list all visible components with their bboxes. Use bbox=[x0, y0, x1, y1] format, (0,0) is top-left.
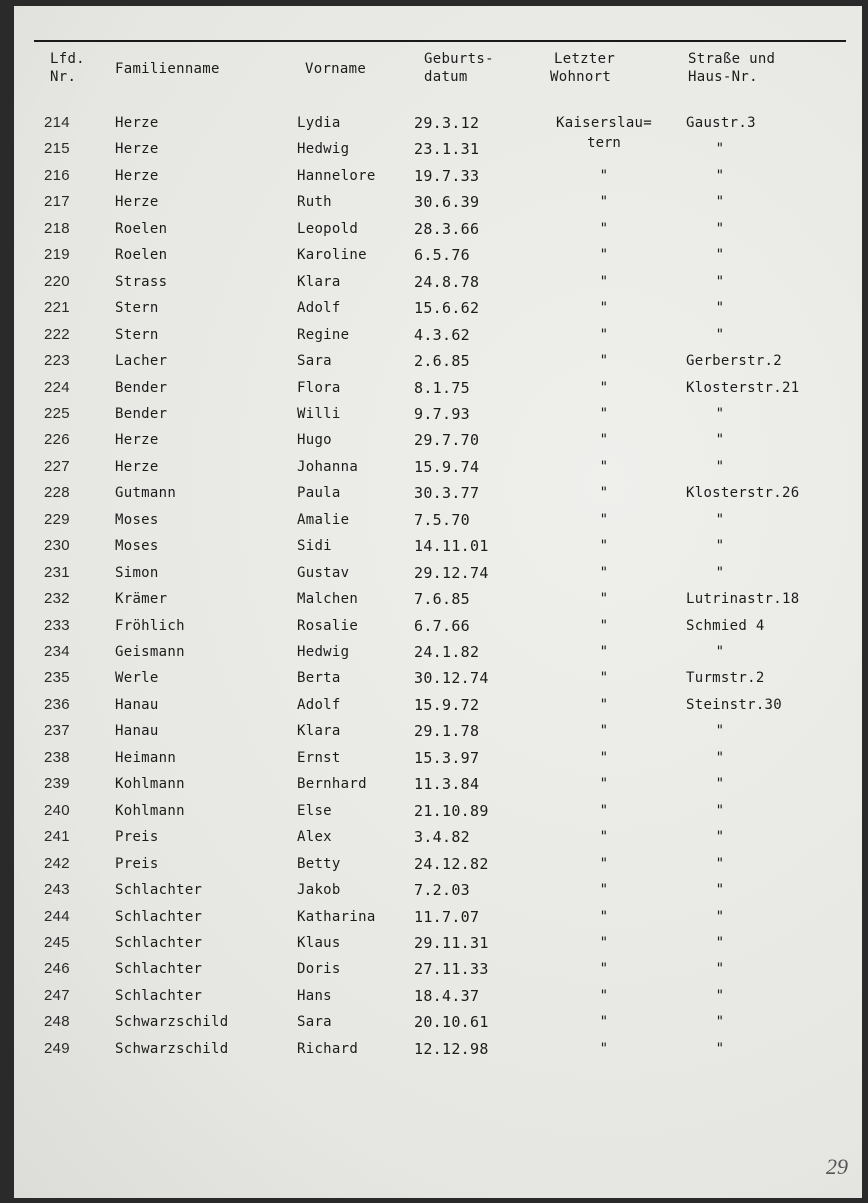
wohnort-cell: " bbox=[599, 220, 609, 237]
geburtsdatum-cell: 7.5.70 bbox=[414, 510, 470, 529]
table-row bbox=[14, 613, 862, 639]
row-number: 242 bbox=[44, 854, 70, 872]
table-row bbox=[14, 189, 862, 215]
vorname-cell: Klaus bbox=[297, 934, 341, 951]
strasse-cell: " bbox=[715, 882, 725, 899]
table-row bbox=[14, 322, 862, 348]
geburtsdatum-cell: 18.4.37 bbox=[414, 986, 480, 1005]
vorname-cell: Katharina bbox=[297, 908, 376, 925]
strasse-cell: " bbox=[715, 1040, 725, 1057]
vorname-cell: Sara bbox=[297, 353, 332, 370]
header-geburtsdatum-line2: datum bbox=[424, 69, 468, 85]
header-wohnort bbox=[550, 50, 615, 86]
geburtsdatum-cell: 15.9.72 bbox=[414, 695, 480, 714]
geburtsdatum-cell: 4.3.62 bbox=[414, 325, 470, 344]
wohnort-cell: " bbox=[599, 564, 609, 581]
vorname-cell: Gustav bbox=[297, 564, 350, 581]
vorname-cell: Amalie bbox=[297, 511, 350, 528]
row-number: 247 bbox=[44, 986, 70, 1004]
header-wohnort-line2: Wohnort bbox=[550, 69, 612, 85]
familienname-cell: Fröhlich bbox=[115, 617, 185, 634]
strasse-cell: " bbox=[715, 749, 725, 766]
familienname-cell: Schlachter bbox=[115, 934, 203, 951]
strasse-cell: " bbox=[715, 432, 725, 449]
wohnort-cell: " bbox=[599, 458, 609, 475]
strasse-cell: " bbox=[715, 141, 725, 158]
table-row bbox=[14, 745, 862, 771]
header-geburtsdatum-line1: Geburts- bbox=[424, 51, 494, 67]
row-number: 239 bbox=[44, 775, 70, 793]
wohnort-cell: " bbox=[599, 855, 609, 872]
row-number: 228 bbox=[44, 484, 70, 502]
strasse-cell: " bbox=[715, 644, 725, 660]
wohnort-cell: " bbox=[599, 432, 609, 449]
geburtsdatum-cell: 6.7.66 bbox=[414, 616, 470, 635]
vorname-cell: Adolf bbox=[297, 696, 341, 713]
vorname-cell: Bernhard bbox=[297, 776, 367, 793]
strasse-cell: " bbox=[715, 908, 725, 925]
row-number: 233 bbox=[44, 616, 70, 634]
row-number: 225 bbox=[44, 404, 70, 422]
vorname-cell: Jakob bbox=[297, 882, 341, 899]
table-row bbox=[14, 507, 862, 533]
table-row bbox=[14, 348, 862, 374]
wohnort-cell: " bbox=[599, 776, 609, 793]
row-number: 216 bbox=[44, 166, 70, 184]
geburtsdatum-cell: 7.2.03 bbox=[414, 881, 470, 900]
wohnort-cell: " bbox=[599, 405, 609, 422]
table-row bbox=[14, 639, 862, 665]
familienname-cell: Geismann bbox=[115, 644, 185, 660]
row-number: 246 bbox=[44, 960, 70, 978]
wohnort-cell: " bbox=[599, 247, 609, 264]
strasse-cell: Turmstr.2 bbox=[686, 670, 765, 687]
row-number: 226 bbox=[44, 431, 70, 449]
table-row bbox=[14, 956, 862, 982]
row-number: 235 bbox=[44, 669, 70, 687]
header-nr-line2: Nr. bbox=[50, 69, 77, 85]
row-number: 245 bbox=[44, 933, 70, 951]
wohnort-cell: " bbox=[599, 802, 609, 819]
header-strasse-line1: Straße und bbox=[688, 51, 776, 67]
table-row bbox=[14, 1036, 862, 1062]
familienname-cell: Schlachter bbox=[115, 987, 203, 1004]
table-row bbox=[14, 242, 862, 268]
familienname-cell: Gutmann bbox=[115, 485, 177, 502]
table-row bbox=[14, 454, 862, 480]
geburtsdatum-cell: 15.6.62 bbox=[414, 299, 480, 318]
vorname-cell: Doris bbox=[297, 961, 341, 978]
wohnort-cell: " bbox=[599, 353, 609, 370]
familienname-cell: Hanau bbox=[115, 723, 159, 740]
table-row bbox=[14, 798, 862, 824]
wohnort-cell: " bbox=[599, 908, 609, 925]
wohnort-cell: " bbox=[599, 829, 609, 846]
table-row bbox=[14, 1009, 862, 1035]
geburtsdatum-cell: 23.1.31 bbox=[414, 140, 480, 159]
vorname-cell: Hedwig bbox=[297, 141, 350, 158]
wohnort-cell: " bbox=[599, 934, 609, 951]
familienname-cell: Heimann bbox=[115, 749, 177, 766]
geburtsdatum-cell: 11.7.07 bbox=[414, 907, 480, 926]
row-number: 244 bbox=[44, 907, 70, 925]
geburtsdatum-cell: 24.1.82 bbox=[414, 643, 480, 661]
strasse-cell: Gerberstr.2 bbox=[686, 353, 783, 370]
strasse-cell: " bbox=[715, 855, 725, 872]
strasse-cell: Schmied 4 bbox=[686, 617, 765, 634]
table-row bbox=[14, 533, 862, 559]
familienname-cell: Roelen bbox=[115, 247, 168, 264]
vorname-cell: Else bbox=[297, 802, 332, 819]
vorname-cell: Alex bbox=[297, 829, 332, 846]
vorname-cell: Ernst bbox=[297, 749, 341, 766]
vorname-cell: Sara bbox=[297, 1014, 332, 1031]
familienname-cell: Schlachter bbox=[115, 882, 203, 899]
vorname-cell: Hans bbox=[297, 987, 332, 1004]
wohnort-cell: Kaiserslau= bbox=[555, 115, 653, 131]
geburtsdatum-cell: 24.12.82 bbox=[414, 854, 489, 873]
strasse-cell: " bbox=[715, 220, 725, 237]
strasse-cell: " bbox=[715, 405, 725, 422]
wohnort-cell: " bbox=[599, 696, 609, 713]
table-row bbox=[14, 877, 862, 903]
strasse-cell: Lutrinastr.18 bbox=[686, 591, 800, 608]
strasse-cell: " bbox=[715, 564, 725, 581]
wohnort-continuation: tern bbox=[587, 135, 621, 151]
strasse-cell: " bbox=[715, 194, 725, 211]
row-number: 224 bbox=[44, 378, 70, 396]
strasse-cell: " bbox=[715, 247, 725, 264]
table-row bbox=[14, 930, 862, 956]
strasse-cell: Klosterstr.21 bbox=[686, 379, 800, 396]
familienname-cell: Schlachter bbox=[115, 961, 203, 978]
wohnort-cell: " bbox=[599, 591, 609, 608]
wohnort-cell: " bbox=[599, 300, 609, 317]
geburtsdatum-cell: 30.6.39 bbox=[414, 193, 480, 212]
vorname-cell: Ruth bbox=[297, 194, 332, 211]
row-number: 230 bbox=[44, 537, 70, 555]
row-number: 243 bbox=[44, 881, 70, 899]
table-row bbox=[14, 851, 862, 877]
wohnort-cell: " bbox=[599, 485, 609, 502]
vorname-cell: Malchen bbox=[297, 591, 359, 608]
vorname-cell: Sidi bbox=[297, 538, 332, 555]
header-nr-line1: Lfd. bbox=[50, 51, 85, 67]
header-geburtsdatum bbox=[424, 50, 494, 86]
page-number: 29 bbox=[826, 1154, 848, 1179]
table-row bbox=[14, 136, 862, 162]
strasse-cell: " bbox=[715, 538, 725, 555]
header-wohnort-line1: Letzter bbox=[554, 51, 616, 67]
strasse-cell: Gaustr.3 bbox=[686, 115, 756, 131]
familienname-cell: Werle bbox=[115, 670, 159, 687]
table-row bbox=[14, 771, 862, 797]
header-vorname: Vorname bbox=[305, 61, 367, 77]
strasse-cell: Klosterstr.26 bbox=[686, 485, 800, 502]
strasse-cell: " bbox=[715, 326, 725, 343]
wohnort-cell: " bbox=[599, 167, 609, 184]
vorname-cell: Hugo bbox=[297, 432, 332, 449]
wohnort-cell: " bbox=[599, 538, 609, 555]
table-row bbox=[14, 480, 862, 506]
familienname-cell: Herze bbox=[115, 167, 159, 184]
familienname-cell: Krämer bbox=[115, 591, 168, 608]
document-page bbox=[14, 6, 862, 1198]
vorname-cell: Richard bbox=[297, 1040, 359, 1057]
table-row bbox=[14, 401, 862, 427]
familienname-cell: Lacher bbox=[115, 353, 168, 370]
geburtsdatum-cell: 15.9.74 bbox=[414, 457, 480, 476]
geburtsdatum-cell: 2.6.85 bbox=[414, 352, 470, 371]
geburtsdatum-cell: 28.3.66 bbox=[414, 219, 480, 238]
row-number: 214 bbox=[44, 114, 70, 131]
table-row bbox=[14, 427, 862, 453]
header-familienname: Familienname bbox=[115, 61, 220, 77]
row-number: 221 bbox=[44, 299, 70, 317]
vorname-cell: Regine bbox=[297, 326, 350, 343]
geburtsdatum-cell: 29.3.12 bbox=[414, 114, 480, 132]
geburtsdatum-cell: 24.8.78 bbox=[414, 272, 480, 291]
familienname-cell: Roelen bbox=[115, 220, 168, 237]
wohnort-cell: " bbox=[599, 273, 609, 290]
row-number: 220 bbox=[44, 272, 70, 290]
row-number: 215 bbox=[44, 140, 70, 158]
strasse-cell: " bbox=[715, 776, 725, 793]
familienname-cell: Herze bbox=[115, 115, 159, 131]
geburtsdatum-cell: 6.5.76 bbox=[414, 246, 470, 265]
table-row bbox=[14, 718, 862, 744]
wohnort-cell: " bbox=[599, 749, 609, 766]
row-number: 248 bbox=[44, 1013, 70, 1031]
geburtsdatum-cell: 14.11.01 bbox=[414, 537, 489, 556]
familienname-cell: Schwarzschild bbox=[115, 1014, 229, 1031]
wohnort-cell: " bbox=[599, 961, 609, 978]
familienname-cell: Herze bbox=[115, 458, 159, 475]
geburtsdatum-cell: 7.6.85 bbox=[414, 590, 470, 609]
wohnort-cell: " bbox=[599, 617, 609, 634]
table-row bbox=[14, 269, 862, 295]
familienname-cell: Preis bbox=[115, 829, 159, 846]
table-row bbox=[14, 110, 862, 136]
table-row bbox=[14, 216, 862, 242]
vorname-cell: Willi bbox=[297, 405, 341, 422]
table-row bbox=[14, 824, 862, 850]
wohnort-cell: " bbox=[599, 326, 609, 343]
geburtsdatum-cell: 29.1.78 bbox=[414, 722, 480, 741]
familienname-cell: Moses bbox=[115, 511, 159, 528]
wohnort-cell: " bbox=[599, 670, 609, 687]
vorname-cell: Flora bbox=[297, 379, 341, 396]
geburtsdatum-cell: 29.7.70 bbox=[414, 431, 480, 450]
wohnort-cell: " bbox=[599, 194, 609, 211]
familienname-cell: Bender bbox=[115, 379, 168, 396]
familienname-cell: Simon bbox=[115, 564, 159, 581]
table-row bbox=[14, 692, 862, 718]
row-number: 240 bbox=[44, 801, 70, 819]
geburtsdatum-cell: 29.12.74 bbox=[414, 563, 489, 582]
row-number: 249 bbox=[44, 1039, 70, 1057]
row-number: 219 bbox=[44, 246, 70, 264]
strasse-cell: " bbox=[715, 934, 725, 951]
geburtsdatum-cell: 8.1.75 bbox=[414, 378, 470, 397]
table-row bbox=[14, 560, 862, 586]
familienname-cell: Hanau bbox=[115, 696, 159, 713]
familienname-cell: Moses bbox=[115, 538, 159, 555]
wohnort-cell: " bbox=[599, 511, 609, 528]
table-row bbox=[14, 983, 862, 1009]
geburtsdatum-cell: 21.10.89 bbox=[414, 801, 489, 820]
table-row bbox=[14, 586, 862, 612]
row-number: 231 bbox=[44, 563, 70, 581]
wohnort-cell: " bbox=[599, 987, 609, 1004]
vorname-cell: Hannelore bbox=[297, 167, 376, 184]
geburtsdatum-cell: 27.11.33 bbox=[414, 960, 489, 979]
vorname-cell: Klara bbox=[297, 273, 341, 290]
row-number: 236 bbox=[44, 695, 70, 713]
table-row bbox=[14, 904, 862, 930]
wohnort-cell: " bbox=[599, 723, 609, 740]
vorname-cell: Betty bbox=[297, 855, 341, 872]
vorname-cell: Hedwig bbox=[297, 644, 350, 660]
familienname-cell: Kohlmann bbox=[115, 776, 185, 793]
vorname-cell: Paula bbox=[297, 485, 341, 502]
vorname-cell: Karoline bbox=[297, 247, 367, 264]
familienname-cell: Schwarzschild bbox=[115, 1040, 229, 1057]
familienname-cell: Stern bbox=[115, 300, 159, 317]
vorname-cell: Leopold bbox=[297, 220, 359, 237]
row-number: 217 bbox=[44, 193, 70, 211]
row-number: 241 bbox=[44, 828, 70, 846]
geburtsdatum-cell: 11.3.84 bbox=[414, 775, 480, 794]
geburtsdatum-cell: 20.10.61 bbox=[414, 1013, 489, 1032]
wohnort-cell: " bbox=[599, 882, 609, 899]
strasse-cell: " bbox=[715, 1014, 725, 1031]
table-row bbox=[14, 163, 862, 189]
geburtsdatum-cell: 3.4.82 bbox=[414, 828, 470, 847]
strasse-cell: " bbox=[715, 458, 725, 475]
wohnort-cell: " bbox=[599, 644, 609, 660]
strasse-cell: " bbox=[715, 167, 725, 184]
table-row bbox=[14, 665, 862, 691]
familienname-cell: Kohlmann bbox=[115, 802, 185, 819]
familienname-cell: Herze bbox=[115, 141, 159, 158]
wohnort-cell: " bbox=[599, 379, 609, 396]
familienname-cell: Herze bbox=[115, 432, 159, 449]
familienname-cell: Herze bbox=[115, 194, 159, 211]
familienname-cell: Preis bbox=[115, 855, 159, 872]
geburtsdatum-cell: 30.3.77 bbox=[414, 484, 480, 503]
familienname-cell: Strass bbox=[115, 273, 168, 290]
strasse-cell: " bbox=[715, 961, 725, 978]
header-rule bbox=[34, 40, 846, 42]
geburtsdatum-cell: 29.11.31 bbox=[414, 933, 489, 952]
row-number: 218 bbox=[44, 219, 70, 237]
vorname-cell: Rosalie bbox=[297, 617, 359, 634]
row-number: 237 bbox=[44, 722, 70, 740]
strasse-cell: " bbox=[715, 723, 725, 740]
familienname-cell: Bender bbox=[115, 405, 168, 422]
wohnort-cell: " bbox=[599, 1014, 609, 1031]
geburtsdatum-cell: 15.3.97 bbox=[414, 748, 480, 767]
header-nr bbox=[50, 50, 85, 86]
wohnort-cell: " bbox=[599, 1040, 609, 1057]
strasse-cell: " bbox=[715, 511, 725, 528]
table-row bbox=[14, 295, 862, 321]
row-number: 222 bbox=[44, 325, 70, 343]
row-number: 229 bbox=[44, 510, 70, 528]
strasse-cell: " bbox=[715, 829, 725, 846]
vorname-cell: Berta bbox=[297, 670, 341, 687]
geburtsdatum-cell: 19.7.33 bbox=[414, 166, 480, 185]
table-row bbox=[14, 375, 862, 401]
row-number: 238 bbox=[44, 748, 70, 766]
row-number: 232 bbox=[44, 590, 70, 608]
header-strasse-line2: Haus-Nr. bbox=[688, 69, 758, 85]
familienname-cell: Schlachter bbox=[115, 908, 203, 925]
vorname-cell: Adolf bbox=[297, 300, 341, 317]
vorname-cell: Johanna bbox=[297, 458, 359, 475]
row-number: 227 bbox=[44, 457, 70, 475]
row-number: 234 bbox=[44, 643, 70, 660]
strasse-cell: Steinstr.30 bbox=[686, 696, 783, 713]
row-number: 223 bbox=[44, 352, 70, 370]
strasse-cell: " bbox=[715, 273, 725, 290]
strasse-cell: " bbox=[715, 802, 725, 819]
geburtsdatum-cell: 12.12.98 bbox=[414, 1039, 489, 1058]
vorname-cell: Lydia bbox=[297, 115, 341, 131]
familienname-cell: Stern bbox=[115, 326, 159, 343]
strasse-cell: " bbox=[715, 987, 725, 1004]
vorname-cell: Klara bbox=[297, 723, 341, 740]
header-strasse bbox=[688, 50, 775, 86]
geburtsdatum-cell: 9.7.93 bbox=[414, 404, 470, 423]
strasse-cell: " bbox=[715, 300, 725, 317]
geburtsdatum-cell: 30.12.74 bbox=[414, 669, 489, 688]
